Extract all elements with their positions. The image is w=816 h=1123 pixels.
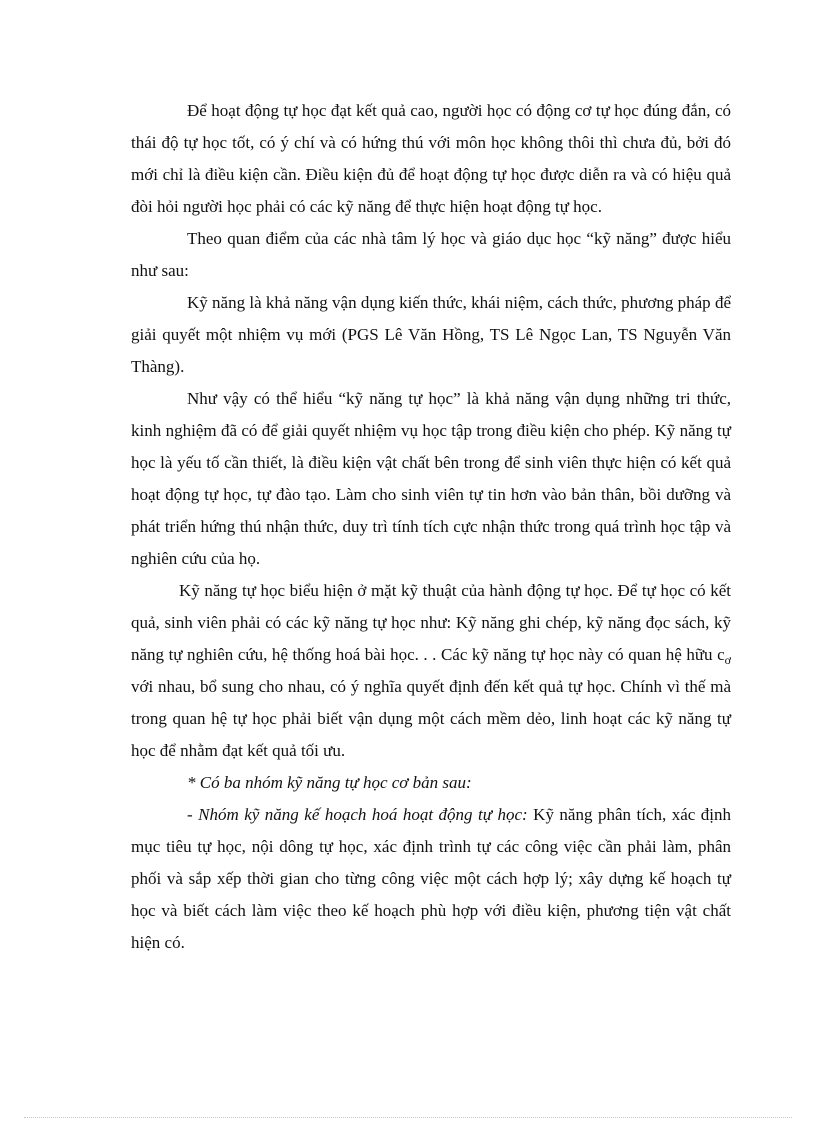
paragraph-7: [131, 799, 731, 959]
document-body: [131, 95, 731, 959]
paragraph-6: [131, 767, 731, 799]
paragraph-7-body: Kỹ năng phân tích, xác định mục tiêu tự học, nội dông tự học, xác định trình tự các công việc cần phải làm, phân phối và sắp xếp thời gian cho từng công việc một cách hợp lý; xây dựng kế hoạch tự học và biết cách làm việc theo kế hoạch phù hợp với điều kiện, phương tiện vật chất hiện có.: [131, 805, 731, 952]
paragraph-5-part-2: với nhau, bổ sung cho nhau, có ý nghĩa quyết định đến kết quả tự học. Chính vì thế mà trong quan hệ tự học phải biết vận dụng một cách mềm dẻo, linh hoạt các kỹ năng tự học để nhằm đạt kết quả tối ưu.: [131, 677, 731, 760]
paragraph-5: [131, 575, 731, 767]
paragraph-2: Theo quan điểm của các nhà tâm lý học và giáo dục học “kỹ năng” được hiểu như sau:: [131, 229, 731, 280]
paragraph-1: Để hoạt động tự học đạt kết quả cao, người học có động cơ tự học đúng đắn, có thái độ tự học tốt, có ý chí và có hứng thú với môn học không thôi thì chưa đủ, bởi đó mới chỉ là điều kiện cần. Điều kiện đủ để hoạt động tự học được diễn ra và có hiệu quả đòi hỏi người học phải có các kỹ năng để thực hiện hoạt động tự học.: [131, 101, 731, 216]
paragraph-5-part-1: Kỹ năng tự học biểu hiện ở mặt kỹ thuật của hành động tự học. Để tự học có kết quả, sinh viên phải có các kỹ năng tự học như: Kỹ năng ghi chép, kỹ năng đọc sách, kỹ năng tự nghiên cứu, hệ thống hoá bài học. . . Các kỹ năng tự học này có quan hệ hữu c: [131, 581, 731, 664]
paragraph-4: Như vậy có thể hiểu “kỹ năng tự học” là khả năng vận dụng những tri thức, kinh nghiệm đã có để giải quyết nhiệm vụ học tập trong điều kiện cho phép. Kỹ năng tự học là yếu tố cần thiết, là điều kiện vật chất bên trong để sinh viên thực hiện có kết quả hoạt động tự học, tự đào tạo. Làm cho sinh viên tự tin hơn vào bản thân, bồi dưỡng và phát triển hứng thú nhận thức, duy trì tính tích cực nhận thức trong quá trình học tập và nghiên cứu của họ.: [131, 389, 731, 568]
paragraph-5-subscript: ơ: [724, 653, 731, 667]
section-heading-italic: * Có ba nhóm kỹ năng tự học cơ bản sau:: [187, 773, 472, 792]
paragraph-3: Kỹ năng là khả năng vận dụng kiến thức, khái niệm, cách thức, phương pháp để giải quyết một nhiệm vụ mới (PGS Lê Văn Hồng, TS Lê Ngọc Lan, TS Nguyễn Văn Thàng).: [131, 293, 731, 376]
page-bottom-divider: [24, 1117, 792, 1118]
paragraph-7-italic-lead: - Nhóm kỹ năng kế hoạch hoá hoạt động tự học:: [187, 805, 528, 824]
